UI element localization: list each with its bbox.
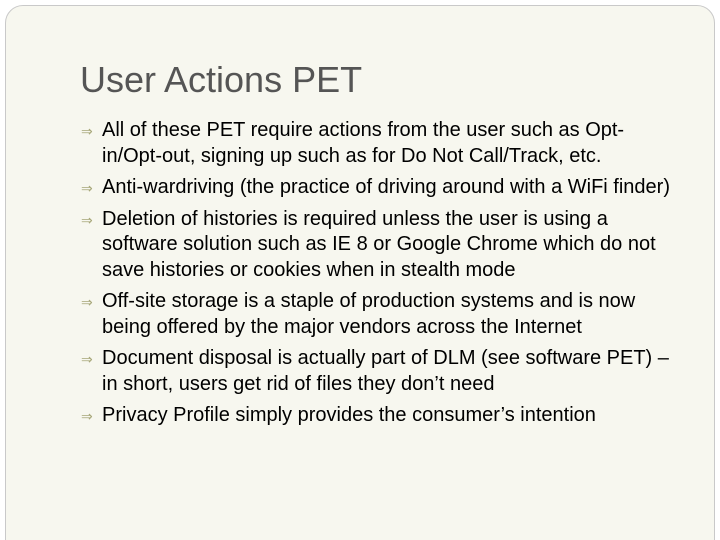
bullet-text: Anti-wardriving (the practice of driving around with a WiFi finder) xyxy=(102,176,670,198)
bullet-text: Document disposal is actually part of DLM (see software PET) – in short, users get rid of files they don’t need xyxy=(102,347,669,395)
bullet-item xyxy=(80,118,680,169)
bullet-text: Off-site storage is a staple of production systems and is now being offered by the major vendors across the Internet xyxy=(102,290,636,338)
bullet-text: Deletion of histories is required unless the user is using a software solution such as IE 8 or Google Chrome which do not save histories or cookies when in stealth mode xyxy=(102,207,656,281)
bullet-item xyxy=(80,207,680,284)
bullet-item xyxy=(80,403,680,429)
arrow-bullet-icon: ⇒ xyxy=(81,180,93,196)
bullet-item xyxy=(80,289,680,340)
bullet-list xyxy=(80,118,680,435)
arrow-bullet-icon: ⇒ xyxy=(81,351,93,367)
arrow-bullet-icon: ⇒ xyxy=(81,408,93,424)
bullet-text: Privacy Profile simply provides the consumer’s intention xyxy=(102,404,596,426)
bullet-item xyxy=(80,346,680,397)
arrow-bullet-icon: ⇒ xyxy=(81,123,93,139)
slide-title: User Actions PET xyxy=(80,59,363,100)
arrow-bullet-icon: ⇒ xyxy=(81,294,93,310)
bullet-text: All of these PET require actions from the user such as Opt-in/Opt-out, signing up such as for Do Not Call/Track, etc. xyxy=(102,119,625,167)
bullet-item xyxy=(80,175,680,201)
arrow-bullet-icon: ⇒ xyxy=(81,211,93,228)
